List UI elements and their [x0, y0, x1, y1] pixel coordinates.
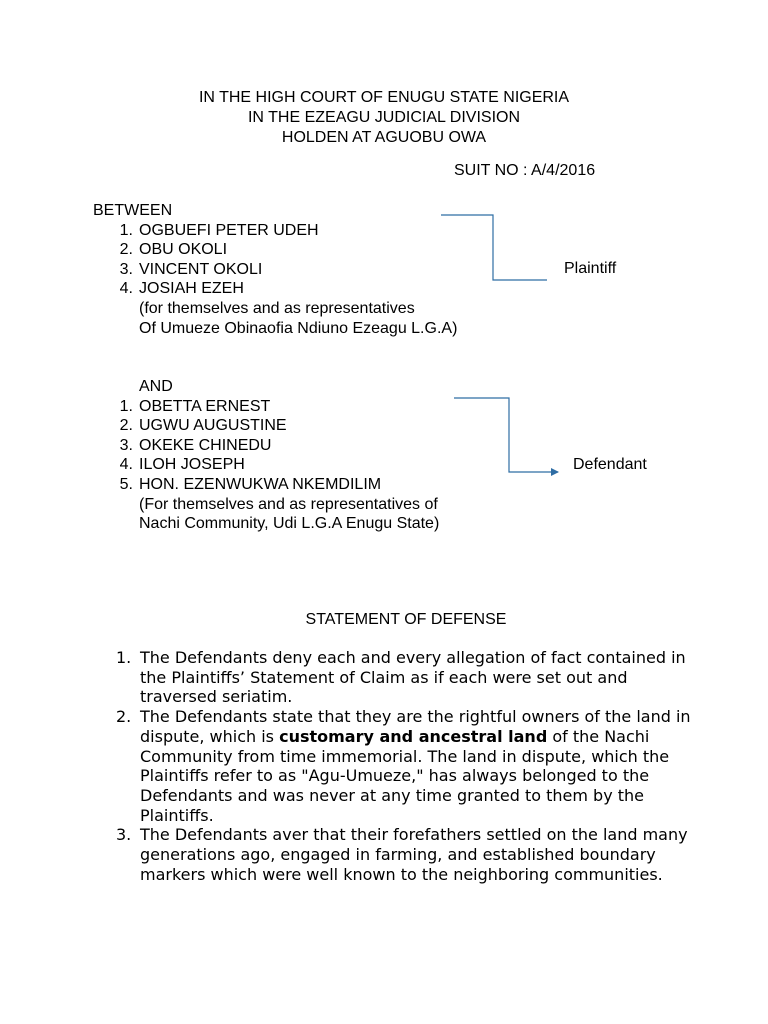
defendant-connector-line — [454, 398, 558, 472]
suit-number: SUIT NO : A/4/2016 — [454, 162, 596, 179]
plaintiffs-note-line1: (for themselves and as representatives — [139, 299, 415, 317]
defense-paragraphs — [112, 648, 692, 884]
defense-paragraph: 1. The Defendants deny each and every allegation of fact contained in the Plaintiffs’ Statement of Claim as if each were set out and traversed seriatim. — [116, 648, 686, 707]
defense-paragraph: 2. The Defendants state that they are the rightful owners of the land in dispute, which is customary and ancestral land of the Nachi Community from time immemorial. The land in dispute, which the Plaintiffs refer to as "Agu-Umueze," has always belonged to the Defendants and was never at any time granted to them by the Plaintiffs. — [116, 707, 691, 825]
and-label: AND — [139, 378, 173, 395]
defendant-label: Defendant — [573, 456, 647, 473]
plaintiff-label: Plaintiff — [564, 260, 617, 277]
statement-title: STATEMENT OF DEFENSE — [305, 611, 507, 628]
plaintiff-connector-line — [441, 215, 547, 280]
defendants-note-line2: Nachi Community, Udi L.G.A Enugu State) — [139, 515, 440, 533]
emphasis-text: customary and ancestral land — [279, 726, 548, 746]
holden-location: HOLDEN AT AGUOBU OWA — [281, 129, 487, 146]
court-name: IN THE HIGH COURT OF ENUGU STATE NIGERIA — [198, 89, 570, 106]
court-header — [0, 88, 768, 148]
defendants-note-line1: (For themselves and as representatives of — [139, 495, 438, 513]
plaintiffs-note-line2: Of Umueze Obinaofia Ndiuno Ezeagu L.G.A) — [139, 319, 458, 337]
document-page: IN THE HIGH COURT OF ENUGU STATE NIGERIA IN THE EZEAGU JUDICIAL DIVISION HOLDEN AT AGUOBU OWA SUIT NO : A/4/2016 BETWEEN 1. OGBUEFI PETER UDEH 2. OBU OKOLI 3. VINCENT OKOLI 4. JOSIAH EZEH (for themselves and as representatives Of Umueze Obinaofia Ndiuno Ezeagu L.G.A) Plaintiff AND 1. OBETTA ERNEST 2. UGWU AUGUSTINE 3. OKEKE CHINEDU 4. ILOH JOSEPH 5. HON. EZENWUKWA NKEMDILIM (For themselves and as representatives of Nachi Community, Udi L.G.A Enugu State) Defendant STATEMENT OF DEFENSE 1. The Defendants deny each and every allegation of fact contained in the Plaintiffs’ Statement of Claim as if each were set out and traversed seriatim. 2. The Defendants state that they are the rightful owners of the land in dispute, which is customary and ancestral land of the Nachi Community from time immemorial. The land in dispute, which the Plaintiffs refer to as "Agu-Umueze," has always belonged to the Defendants and was never at any time granted to them by the Plaintiffs. 3. The Defendants aver that their forefathers settled on the land many generations ago, engaged in farming, and established boundary markers which were well known to the neighboring communities. — [0, 0, 768, 1024]
between-label: BETWEEN — [93, 202, 173, 219]
defense-paragraph: 3. The Defendants aver that their forefathers settled on the land many generations ago, engaged in farming, and established boundary markers which were well known to the neighboring communities. — [116, 825, 688, 884]
judicial-division: IN THE EZEAGU JUDICIAL DIVISION — [247, 109, 521, 126]
